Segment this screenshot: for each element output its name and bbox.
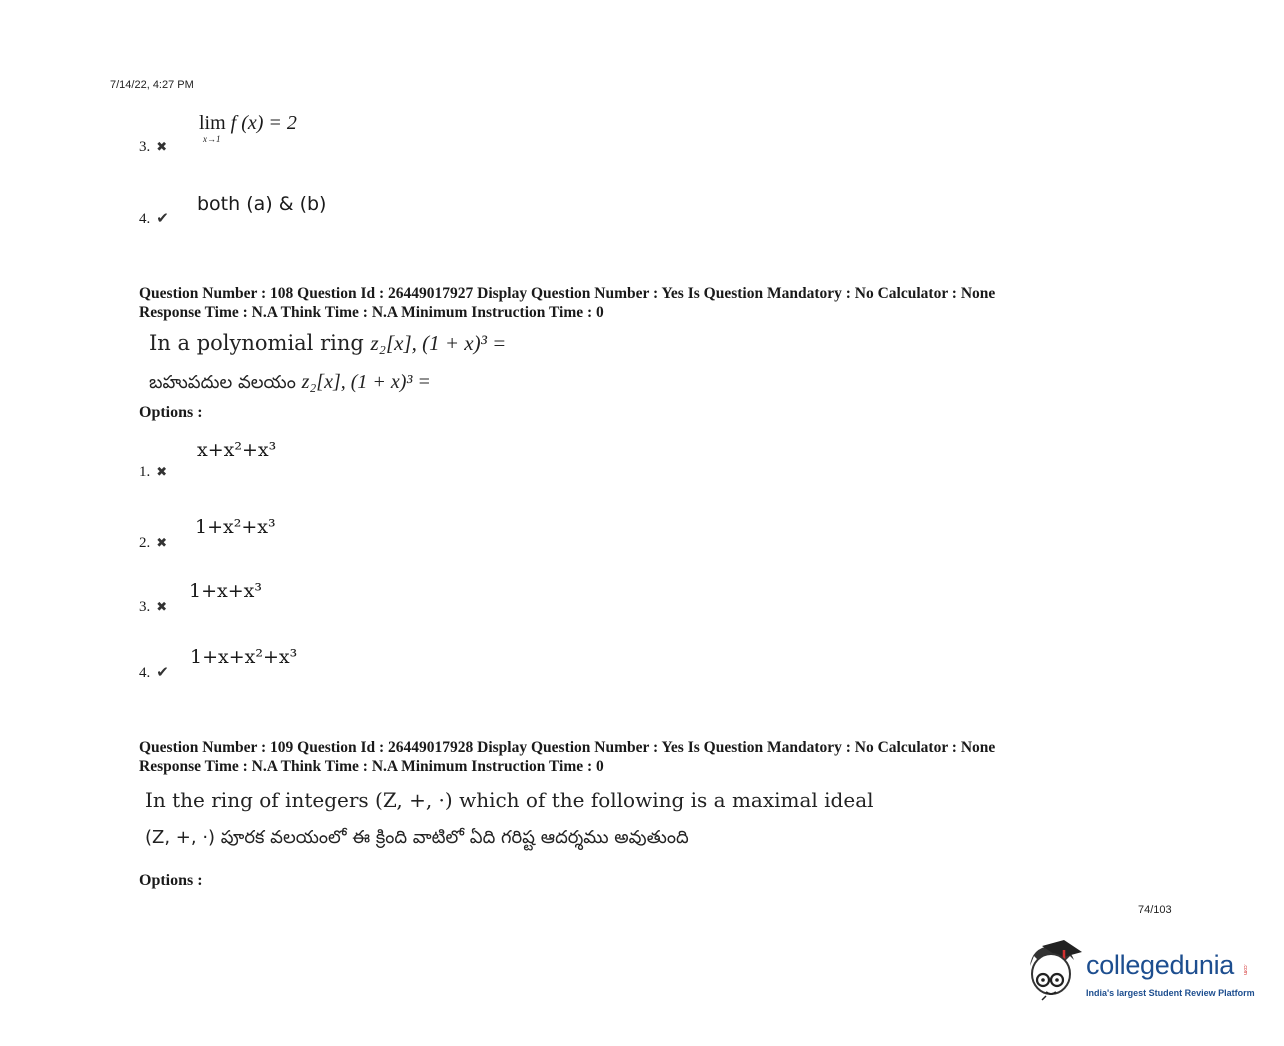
- q108-option-1: [139, 463, 167, 481]
- q108-text-te: [149, 371, 431, 397]
- check-icon: ✔: [156, 663, 169, 681]
- page-number: 74/103: [1138, 904, 1172, 916]
- q108-options-label: Options :: [139, 404, 203, 421]
- q108-math-expr-te: z₂[x], (1 + x)³ =: [301, 371, 431, 393]
- print-timestamp: 7/14/22, 4:27 PM: [110, 79, 194, 91]
- q108-option-2: [139, 534, 167, 552]
- lim-operator: lim: [199, 112, 226, 134]
- q108-text-te-prefix: బహుపదుల వలయం: [149, 372, 296, 393]
- option-number: 2.: [139, 535, 151, 551]
- q108-meta-line2: Response Time : N.A Think Time : N.A Minimum Instruction Time : 0: [139, 304, 604, 321]
- collegedunia-logo: [1024, 940, 1260, 1008]
- option-number: 4.: [139, 665, 151, 681]
- option-number: 4.: [139, 211, 151, 227]
- q108-math-expr: z₂[x], (1 + x)³ =: [370, 331, 507, 355]
- q108-text-en: [149, 331, 506, 356]
- cross-icon: ✖: [156, 536, 168, 551]
- lim-expression: f (x) = 2: [230, 112, 297, 134]
- prev-option-3: [139, 138, 167, 156]
- q109-meta: [139, 738, 995, 776]
- logo-tagline: India's largest Student Review Platform: [1086, 988, 1255, 998]
- prev-option-4: [139, 209, 169, 228]
- lim-subscript: x→1: [203, 134, 221, 144]
- logo-suffix: .com: [1242, 964, 1248, 975]
- mascot-icon: [1024, 940, 1084, 1002]
- q108-option-4: [139, 663, 169, 682]
- option-number: 3.: [139, 599, 151, 615]
- q109-text-en: In the ring of integers (Z, +, ·) which of the following is a maximal ideal: [145, 788, 874, 812]
- cross-icon: ✖: [156, 600, 168, 615]
- cross-icon: ✖: [156, 465, 168, 480]
- check-icon: ✔: [156, 209, 169, 227]
- q109-text-te: (Z, +, ·) పూరక వలయంలో ఈ క్రింది వాటిలో ఏది గరిష్ట ఆదర్శము అవుతుంది: [145, 827, 689, 848]
- option-number: 3.: [139, 139, 151, 155]
- logo-wordmark: collegedunia: [1086, 950, 1235, 980]
- q108-option-3: [139, 598, 167, 616]
- q109-meta-line2: Response Time : N.A Think Time : N.A Minimum Instruction Time : 0: [139, 758, 604, 775]
- q108-meta: [139, 284, 995, 322]
- q109-options-label: Options :: [139, 872, 203, 889]
- q108-option-4-text: 1+x+x²+x³: [190, 646, 298, 668]
- prev-option-4-text: both (a) & (b): [197, 193, 327, 215]
- q109-meta-line1: Question Number : 109 Question Id : 26449017928 Display Question Number : Yes Is Question Mandatory : No Calculator : None: [139, 739, 996, 756]
- option-number: 1.: [139, 464, 151, 480]
- q108-option-1-text: x+x²+x³: [197, 439, 277, 461]
- cross-icon: ✖: [156, 140, 168, 155]
- q108-text-en-prefix: In a polynomial ring: [149, 331, 364, 355]
- q108-option-2-text: 1+x²+x³: [195, 516, 276, 538]
- prev-option-3-content: [199, 112, 297, 144]
- q108-option-3-text: 1+x+x³: [189, 580, 262, 602]
- q108-meta-line1: Question Number : 108 Question Id : 26449017927 Display Question Number : Yes Is Question Mandatory : No Calculator : None: [139, 285, 996, 302]
